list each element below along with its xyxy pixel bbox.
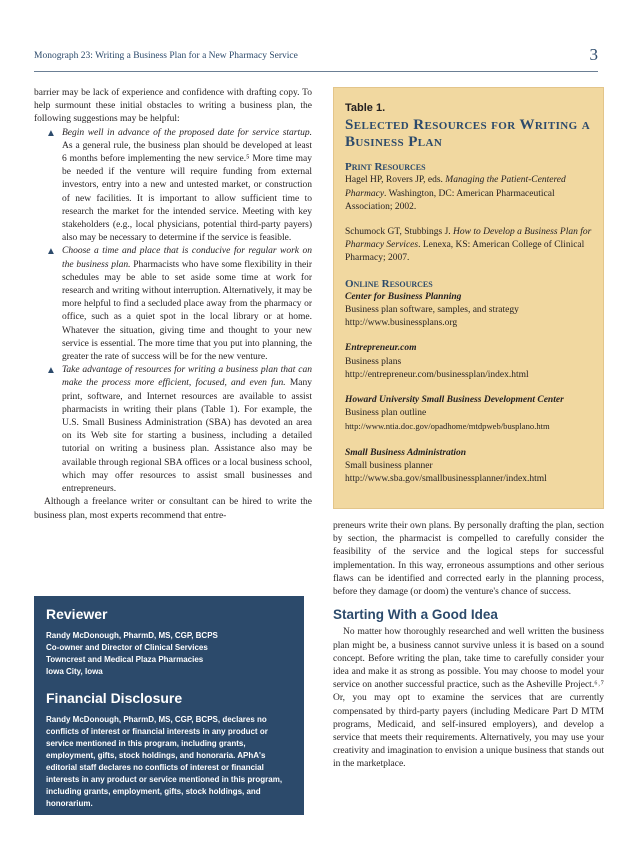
page-number: 3 xyxy=(589,45,598,64)
online-entry: Center for Business Planning Business plan software, samples, and strategy http://www.businessplans.org xyxy=(345,291,519,329)
online-resources-heading: Online Resources xyxy=(345,277,433,290)
online-entry: Howard University Small Business Development Center Business plan outline http://www.ntia.doc.gov/opadhome/mtdpweb/busplano.htm xyxy=(345,395,564,432)
online-entry: Small Business Administration Small business planner http://www.sba.gov/smallbusinessplanner/index.html xyxy=(345,447,547,485)
header-rule xyxy=(34,71,598,72)
reviewer-line: Randy McDonough, PharmD, MS, CGP, BCPS xyxy=(46,631,218,640)
triangle-bullet-icon: ▲ xyxy=(46,127,56,139)
resources-table xyxy=(333,87,604,509)
disclosure-text: Randy McDonough, PharmD, MS, CGP, BCPS, declares no conflicts of interest or financial interests in any product or service mentioned in this program, including grants, employment, gifts, stock holdings, and honoraria. APhA's editorial staff declares no conflicts of interest or financial interests in any product or service mentioned in this program, including grants, employment, gifts, stock holdings, and honorarium. xyxy=(46,715,283,808)
running-header xyxy=(34,51,298,61)
paragraph: No matter how thoroughly researched and well written the business plan might be, a business cannot survive unless it is based on a sound concept. Before writing the plan, take time to carefully consider your idea and make it as strong as possible. You may choose to model your service on another successful practice, such as the Asheville Project.⁶˒⁷ Or, you may opt to examine the services that are currently compensated by third-party payers (including Medicare Part D MTM programs, Medicaid, and self-insured employers), and develop a service that meets their requirements. Alternatively, you may use your creativity and imagination to envision a unique business that stands out in the marketplace. xyxy=(333,627,604,770)
print-entry: Hagel HP, Rovers JP, eds. Managing the Patient-Centered Pharmacy. Washington, DC: American Pharmaceutical Association; 2002. xyxy=(345,175,566,212)
resource-link[interactable]: http://www.businessplans.org xyxy=(345,318,458,329)
table-title: Selected Resources for Writing a Business Plan xyxy=(345,117,591,151)
triangle-bullet-icon: ▲ xyxy=(46,365,56,377)
header-title: Writing a Business Plan for a New Pharmacy Service xyxy=(95,51,298,61)
reviewer-line: Co-owner and Director of Clinical Services xyxy=(46,643,208,652)
right-column xyxy=(333,520,604,772)
section-heading: Starting With a Good Idea xyxy=(333,607,498,623)
intro-paragraph: barrier may be lack of experience and confidence with drafting copy. To help surmount these initial obstacles to writing a business plan, the following suggestions may be helpful: xyxy=(34,88,312,125)
left-column xyxy=(34,87,312,523)
triangle-bullet-icon: ▲ xyxy=(46,246,56,258)
reviewer-heading: Reviewer xyxy=(46,606,108,622)
list-item: ▲ Take advantage of resources for writing a business plan that can make the process more efficient, focused, and even fun. Many print, software, and Internet resources are available to assist pharmacists in writing their plans (Table 1). For example, the U.S. Small Business Administration (SBA) has devoted an area on its Web site for starting a business, including a detailed tutorial on writing a business plan. Assistance also may be available through regional SBA offices or a local business school, which may offer resources to assist small businesses and entrepreneurs. xyxy=(46,365,312,495)
reviewer-box xyxy=(34,596,304,815)
table-number: Table 1. xyxy=(345,102,386,114)
reviewer-line: Towncrest and Medical Plaza Pharmacies xyxy=(46,655,204,664)
closing-paragraph: Although a freelance writer or consultant can be hired to write the business plan, most experts recommend that entre- xyxy=(34,497,312,521)
list-item: ▲ Begin well in advance of the proposed date for service startup. As a general rule, the business plan should be developed at least 6 months before implementing the new service.⁵ More time may be needed if the venture will require funding from external investors, entry into a new and untested market, or construction of new facilities. It is important to allow sufficient time to research the market for the intended service. Meeting with key stakeholders (e.g., local physicians, potential third-party payers) also may be necessary to determine if the service is feasible. xyxy=(46,127,312,244)
list-item: ▲ Choose a time and place that is conducive for regular work on the business plan. Pharmacists who have some flexibility in their schedules may be able to set aside some time at work for research and writing without interruption. Alternatively, it may be more helpful to find a secluded place away from the pharmacy or office, such as a quiet spot in the local library or at home. Whatever the situation, giving time and thought to your new service is essential. The more time that you put into planning, the greater the rate of success will be for the new venture. xyxy=(46,246,313,363)
print-entry: Schumock GT, Stubbings J. How to Develop a Business Plan for Pharmacy Services. Lenexa, KS: American College of Clinical Pharmacy; 2007. xyxy=(345,227,592,264)
resource-link[interactable]: http://www.sba.gov/smallbusinessplanner/index.html xyxy=(345,474,547,485)
paragraph: preneurs write their own plans. By personally drafting the plan, section by section, the pharmacist is compelled to carefully consider the feasibility of the service and the logical steps for successful implementation. In this way, erroneous assumptions and other serious flaws can be identified and corrected early in the planning process, before they damage (or doom) the venture's chance of success. xyxy=(333,521,604,598)
disclosure-heading: Financial Disclosure xyxy=(46,690,183,706)
resource-link[interactable]: http://entrepreneur.com/businessplan/index.html xyxy=(345,369,529,380)
monograph-label: Monograph 23: xyxy=(34,51,93,61)
online-entry: Entrepreneur.com Business plans http://entrepreneur.com/businessplan/index.html xyxy=(345,343,529,380)
suggestion-list xyxy=(34,127,312,497)
resource-link[interactable]: http://www.ntia.doc.gov/opadhome/mtdpweb/busplano.htm xyxy=(345,421,550,432)
print-resources-heading: Print Resources xyxy=(345,161,426,174)
reviewer-line: Iowa City, Iowa xyxy=(46,667,103,676)
